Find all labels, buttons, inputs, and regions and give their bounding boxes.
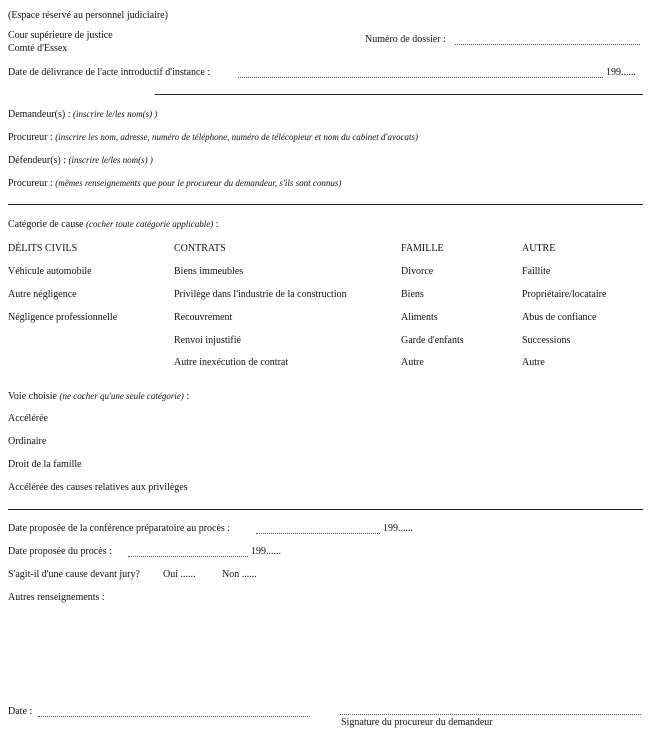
category-option[interactable]: Autre négligence xyxy=(8,289,77,300)
track-hint: (ne cocher qu'une seule catégorie) xyxy=(59,391,184,401)
plaintiff-attorney-label: Procureur : xyxy=(8,132,53,143)
defendant-line[interactable] xyxy=(8,154,153,167)
defendant-attorney-label: Procureur : xyxy=(8,178,53,189)
date-field[interactable] xyxy=(38,716,310,717)
separator-3 xyxy=(8,509,643,510)
separator-2 xyxy=(8,204,643,205)
category-heading-family: FAMILLE xyxy=(401,243,444,254)
other-info-label: Autres renseignements : xyxy=(8,592,105,603)
plaintiff-attorney-hint: (inscrire les nom, adresse, numéro de téléphone, numéro de télécopieur et nom du cabinet d'avocats) xyxy=(55,132,418,142)
file-number-field[interactable] xyxy=(455,44,640,45)
defendant-attorney-line[interactable] xyxy=(8,177,341,190)
track-option[interactable]: Accélérée des causes relatives aux privilèges xyxy=(8,482,188,493)
plaintiff-attorney-line[interactable] xyxy=(8,131,418,144)
separator-1 xyxy=(155,94,643,95)
category-line: Catégorie de cause (cocher toute catégorie applicable) : xyxy=(8,219,219,230)
category-option[interactable]: Biens immeubles xyxy=(174,266,244,277)
category-option[interactable]: Autre inexécution de contrat xyxy=(174,357,289,368)
plaintiff-line[interactable] xyxy=(8,108,157,121)
category-label: Catégorie de cause xyxy=(8,219,84,230)
defendant-attorney-hint: (mêmes renseignements que pour le procureur du demandeur, s'ils sont connus) xyxy=(55,178,342,188)
category-option[interactable]: Garde d'enfants xyxy=(401,335,464,346)
court-name: Cour supérieure de justice xyxy=(8,30,113,41)
category-option[interactable]: Autre xyxy=(522,357,545,368)
jury-yes-option[interactable]: Oui ...... xyxy=(163,569,196,580)
track-line: Voie choisie (ne cocher qu'une seule catégorie) : xyxy=(8,391,190,402)
plaintiff-hint: (inscrire le/les nom(s) ) xyxy=(72,109,158,119)
trial-date-field[interactable] xyxy=(128,556,248,557)
category-option[interactable]: Recouvrement xyxy=(174,312,233,323)
category-option[interactable]: Privilège dans l'industrie de la construction xyxy=(174,289,347,300)
category-option[interactable]: Renvoi injustifié xyxy=(174,335,241,346)
issue-date-label: Date de délivrance de l'acte introductif d'instance : xyxy=(8,67,211,78)
category-option[interactable]: Véhicule automobile xyxy=(8,266,92,277)
date-label: Date : xyxy=(8,706,33,717)
track-option[interactable]: Accélérée xyxy=(8,413,48,424)
issue-date-field[interactable] xyxy=(238,77,603,78)
jury-no-option[interactable]: Non ...... xyxy=(222,569,257,580)
plaintiff-label: Demandeur(s) : xyxy=(8,109,71,120)
other-info-area[interactable] xyxy=(8,608,643,698)
trial-year: 199...... xyxy=(251,546,281,557)
conference-date-field[interactable] xyxy=(256,533,380,534)
defendant-label: Défendeur(s) : xyxy=(8,155,67,166)
trial-date-label: Date proposée du procès : xyxy=(8,546,112,557)
signature-field[interactable] xyxy=(340,714,641,715)
category-option[interactable]: Négligence professionnelle xyxy=(8,312,118,323)
category-option[interactable]: Biens xyxy=(401,289,424,300)
category-heading-other: AUTRE xyxy=(522,243,556,254)
category-heading-civil: DÉLITS CIVILS xyxy=(8,243,78,254)
reserved-notice: (Espace réservé au personnel judiciaire) xyxy=(8,10,168,21)
signature-caption: Signature du procureur du demandeur xyxy=(341,717,493,728)
file-number-label: Numéro de dossier : xyxy=(365,34,446,45)
track-label: Voie choisie xyxy=(8,391,57,402)
category-option[interactable]: Autre xyxy=(401,357,424,368)
category-option[interactable]: Propriétaire/locataire xyxy=(522,289,607,300)
track-option[interactable]: Droit de la famille xyxy=(8,459,82,470)
category-option[interactable]: Abus de confiance xyxy=(522,312,597,323)
category-option[interactable]: Aliments xyxy=(401,312,438,323)
issue-date-year: 199...... xyxy=(606,67,636,78)
category-option[interactable]: Faillite xyxy=(522,266,551,277)
conference-year: 199...... xyxy=(383,523,413,534)
county-name: Comté d'Essex xyxy=(8,43,68,54)
category-option[interactable]: Successions xyxy=(522,335,571,346)
category-hint: (cocher toute catégorie applicable) xyxy=(86,219,214,229)
jury-question: S'agit-il d'une cause devant jury? xyxy=(8,569,140,580)
track-option[interactable]: Ordinaire xyxy=(8,436,47,447)
defendant-hint: (inscrire le/les nom(s) ) xyxy=(68,155,153,165)
category-heading-contracts: CONTRATS xyxy=(174,243,226,254)
category-option[interactable]: Divorce xyxy=(401,266,434,277)
conference-date-label: Date proposée de la conférence préparatoire au procès : xyxy=(8,523,231,534)
